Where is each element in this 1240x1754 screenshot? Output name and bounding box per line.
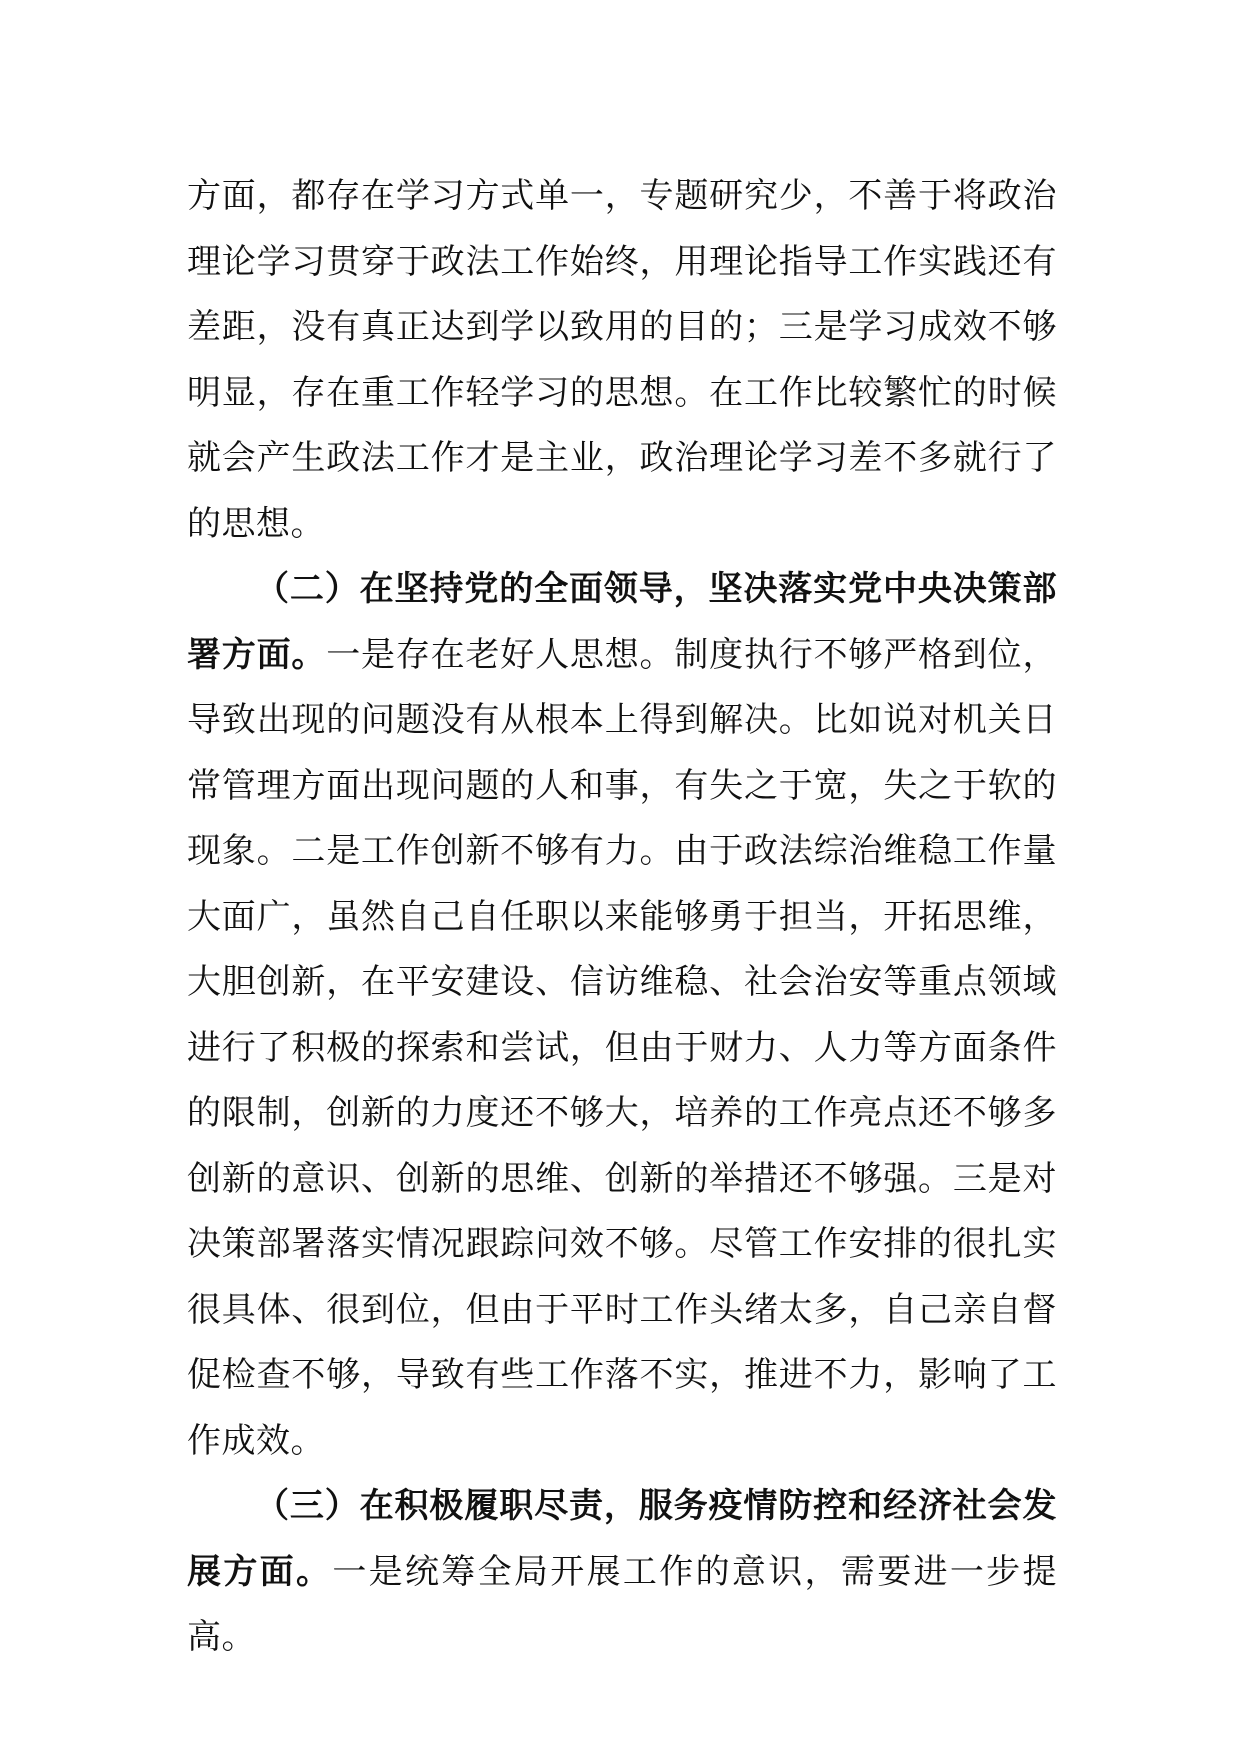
section-heading-3: （三）在积极履职尽责，服务疫情防控和经济社会发展方面。 (187, 1486, 1057, 1592)
paragraph-1-body: 方面，都存在学习方式单一，专题研究少，不善于将政治理论学习贯穿于政法工作始终，用理论指导工作实践还有差距，没有真正达到学以致用的目的；三是学习成效不够明显，存在重工作轻学习的思想。在工作比较繁忙的时候就会产生政法工作才是主业，政治理论学习差不多就行了的思想。 (187, 176, 1057, 544)
document-page (187, 164, 1057, 1671)
paragraph-1 (187, 164, 1057, 557)
paragraph-2-body: 一是存在老好人思想。制度执行不够严格到位，导致出现的问题没有从根本上得到解决。比如说对机关日常管理方面出现问题的人和事，有失之于宽，失之于软的现象。二是工作创新不够有力。由于政法综治维稳工作量大面广，虽然自己自任职以来能够勇于担当，开拓思维，大胆创新，在平安建设、信访维稳、社会治安等重点领域进行了积极的探索和尝试，但由于财力、人力等方面条件的限制，创新的力度还不够大，培养的工作亮点还不够多创新的意识、创新的思维、创新的举措还不够强。三是对决策部署落实情况跟踪问效不够。尽管工作安排的很扎实很具体、很到位，但由于平时工作头绪太多，自己亲自督促检查不够，导致有些工作落不实，推进不力，影响了工作成效。 (187, 634, 1057, 1461)
section-heading-2: （二）在坚持党的全面领导，坚决落实党中央决策部署方面。 (187, 569, 1057, 675)
paragraph-3-body: 一是统筹全局开展工作的意识，需要进一步提高。 (187, 1551, 1058, 1657)
paragraph-3 (187, 1474, 1057, 1671)
paragraph-2 (187, 557, 1057, 1474)
